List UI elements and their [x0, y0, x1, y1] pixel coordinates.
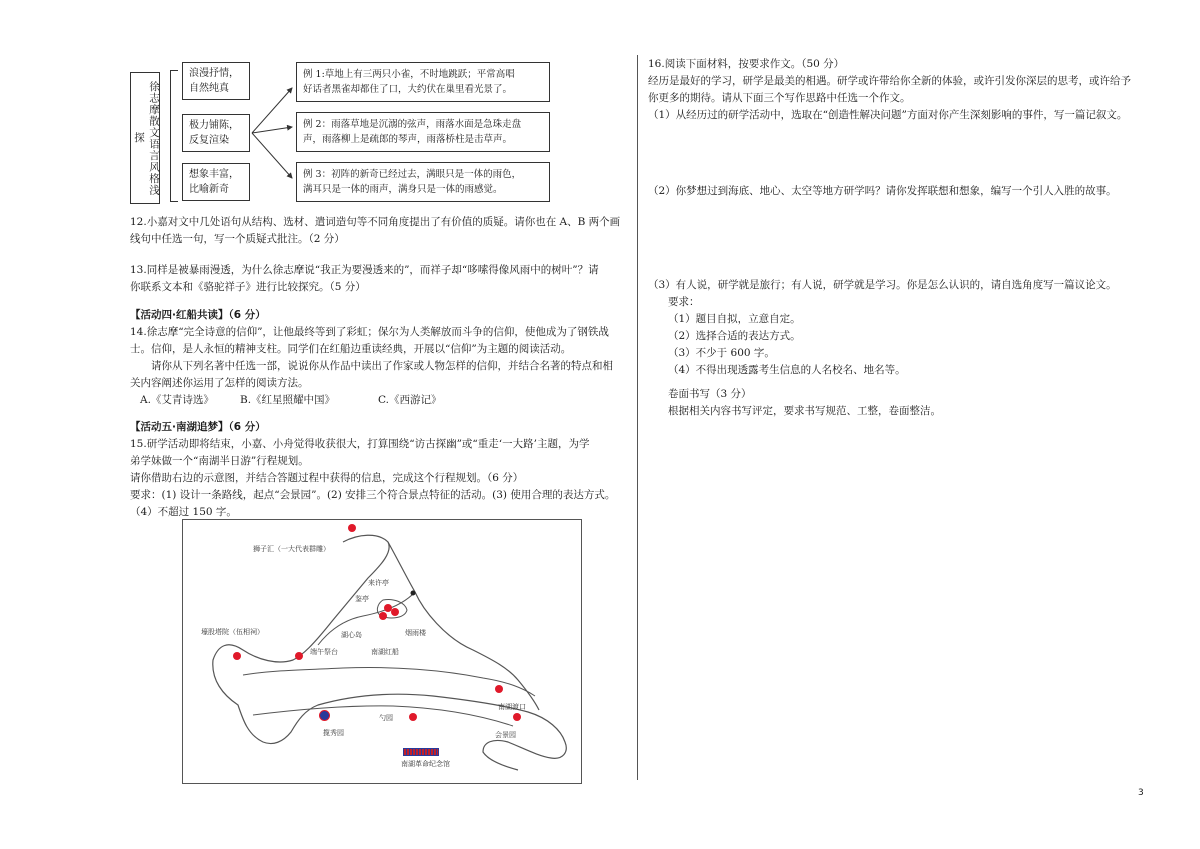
example-line: 满耳只是一体的雨声，满身只是一体的雨感觉。	[303, 184, 503, 195]
pin-huijing	[513, 713, 521, 721]
text-line: 线句中任选一句，写一个质疑式批注。（2 分）	[130, 233, 345, 245]
option-1: （1）从经历过的研学活动中，选取在“创造性解决问题”方面对你产生深刻影响的事件，写一篇记叙文。	[648, 109, 1128, 121]
activity-4	[130, 307, 613, 409]
nanhu-map	[182, 519, 582, 784]
handwriting-block	[668, 386, 941, 420]
label-xinting: 鉴亭	[355, 595, 369, 603]
option-2: （2）你梦想过到海底、地心、太空等地方研学吗？请你发挥联想和想象，编写一个引人入胜的故事。	[648, 185, 1117, 197]
label-lanyuan: 揽秀园	[323, 729, 344, 737]
text-line: 请你借助右边的示意图，并结合答题过程中获得的信息，完成这个行程规划。（6 分）	[130, 472, 524, 484]
label-huxin: 湖心岛	[341, 631, 362, 639]
text-line: 你联系文本和《骆驼祥子》进行比较探究。（5 分）	[130, 281, 366, 293]
memorial-marker	[403, 748, 439, 756]
label-huijing: 会景园	[495, 731, 516, 739]
pin-dukou	[495, 685, 503, 693]
style-line: 浪漫抒情，	[189, 68, 239, 79]
example-line: 例 2：雨落草地是沉溺的弦声，雨落水面是急珠走盘	[303, 119, 522, 130]
diagram-arrows	[250, 60, 296, 210]
requirement: （3）不少于 600 字。	[668, 347, 775, 359]
requirement: （4）不得出现透露考生信息的人名校名、地名等。	[668, 364, 906, 376]
question-13	[130, 262, 599, 296]
text-line: 15.研学活动即将结束，小嘉、小舟觉得收获很大，打算围绕“访古探幽”或“重走‘一大路’主题，为学	[130, 438, 590, 450]
pin-xinting-2	[391, 608, 399, 616]
question-12	[130, 214, 620, 248]
text-line: 要求：(1) 设计一条路线，起点“会景园”。(2) 安排三个符合景点特征的活动。(3) 使用合理的表达方式。	[130, 489, 616, 501]
style-box-3	[182, 163, 250, 201]
option-b: B.《红星照耀中国》	[240, 394, 336, 406]
text-line: 弟学妹做一个“南湖半日游”行程规划。	[130, 455, 309, 467]
option-a: A.《艾青诗选》	[140, 394, 214, 406]
style-box-1	[182, 62, 250, 100]
style-line: 想象丰富，	[189, 169, 239, 180]
pin-xiyuan	[409, 713, 417, 721]
pin-duanwu	[295, 652, 303, 660]
requirement: （1）题目自拟，立意自定。	[668, 313, 801, 325]
activity-5-title: 【活动五·南湖追梦】（6 分）	[130, 421, 266, 433]
requirement: （2）选择合适的表达方式。	[668, 330, 801, 342]
handwriting-desc: 根据相关内容书写评定，要求书写规范、工整，卷面整洁。	[668, 405, 941, 417]
pin-shouxian	[233, 652, 241, 660]
text-line: 请你从下列名著中任选一部，说说你从作品中读出了作家或人物怎样的信仰，并结合名著的特点和相	[151, 360, 613, 372]
label-yanyu: 烟雨楼	[405, 629, 426, 637]
label-duanwu: 端午祭台	[310, 648, 338, 656]
style-line: 自然纯真	[189, 83, 229, 94]
text-line: 士。信仰，是人永恒的精神支柱。同学们在红船边重读经典，开展以“信仰”为主题的阅读活动。	[130, 343, 572, 355]
label-xiyuan: 勺园	[379, 714, 393, 722]
label-nanhu-dukou: 南湖渡口	[498, 703, 526, 711]
example-box-1	[296, 62, 550, 102]
activity-4-title: 【活动四·红船共读】（6 分）	[130, 309, 266, 321]
text-line: 12.小嘉对文中几处语句从结构、选材、遣词造句等不同角度提出了有价值的质疑。请你也在 A、B 两个画	[130, 216, 621, 228]
book-options	[130, 392, 613, 409]
label-shouxian: 壕股塔院（伍相祠）	[201, 628, 264, 636]
option-c: C.《西游记》	[378, 394, 442, 406]
style-box-2	[182, 114, 250, 152]
activity-5	[130, 419, 615, 521]
option-3-block	[648, 277, 1117, 379]
text-line: 13.同样是被暴雨漫透，为什么徐志摩说“我正为要漫透来的”，而祥子却“哆嗦得像风雨中的树叶”？请	[130, 264, 599, 276]
diagram-title-box	[130, 72, 160, 204]
style-line: 反复渲染	[189, 135, 229, 146]
text-line: 关内容阐述你运用了怎样的阅读方法。	[130, 377, 309, 389]
column-divider	[637, 55, 638, 780]
requirements-title: 要求：	[668, 296, 700, 308]
example-line: 例 1:草地上有三两只小雀，不时地跳跃；平常高唱	[303, 69, 515, 80]
pin-lanyuan	[319, 710, 330, 721]
q16-title: 16.阅读下面材料，按要求作文。（50 分）	[648, 58, 845, 70]
label-memorial: 南湖革命纪念馆	[401, 760, 450, 768]
label-shizihui: 狮子汇（一大代表群雕）	[253, 545, 330, 553]
pin-shizihui	[348, 524, 356, 532]
text-line: 经历是最好的学习，研学是最美的相遇。研学或许带给你全新的体验，或许引发你深层的思考，或许给予	[648, 75, 1131, 87]
text-line: 你更多的期待。请从下面三个写作思路中任选一个作文。	[648, 92, 911, 104]
style-line: 比喻新奇	[189, 184, 229, 195]
example-line: 好话者黑雀却都住了口，大约伏在巢里看光景了。	[303, 84, 513, 95]
pin-xinting-3	[379, 612, 387, 620]
page-number: 3	[1138, 788, 1144, 798]
question-16	[648, 56, 1131, 124]
example-box-3	[296, 162, 550, 202]
handwriting-title: 卷面书写（3 分）	[668, 388, 752, 400]
example-box-2	[296, 112, 550, 152]
text-line: 14.徐志摩“完全诗意的信仰”，让他最终等到了彩虹；保尔为人类解放而斗争的信仰，使他成为了钢铁战	[130, 326, 609, 338]
option-3: （3）有人说，研学就是旅行；有人说，研学就是学习。你是怎么认识的，请自选角度写一篇议论文。	[648, 279, 1117, 291]
example-line: 声，雨落柳上是疏郎的琴声，雨落桥柱是击草声。	[303, 134, 513, 145]
label-nanhu-boat: 南湖红船	[371, 648, 399, 656]
diagram-bracket	[170, 70, 178, 202]
text-line: （4）不超过 150 字。	[130, 506, 237, 518]
label-laixu: 来许亭	[368, 579, 389, 587]
style-line: 极力铺陈，	[189, 120, 239, 131]
example-line: 例 3：初阵的新奇已经过去，满眼只是一体的雨色，	[303, 169, 522, 180]
diagram-vertical-title: 徐志摩散文语言风格浅探	[133, 80, 160, 196]
